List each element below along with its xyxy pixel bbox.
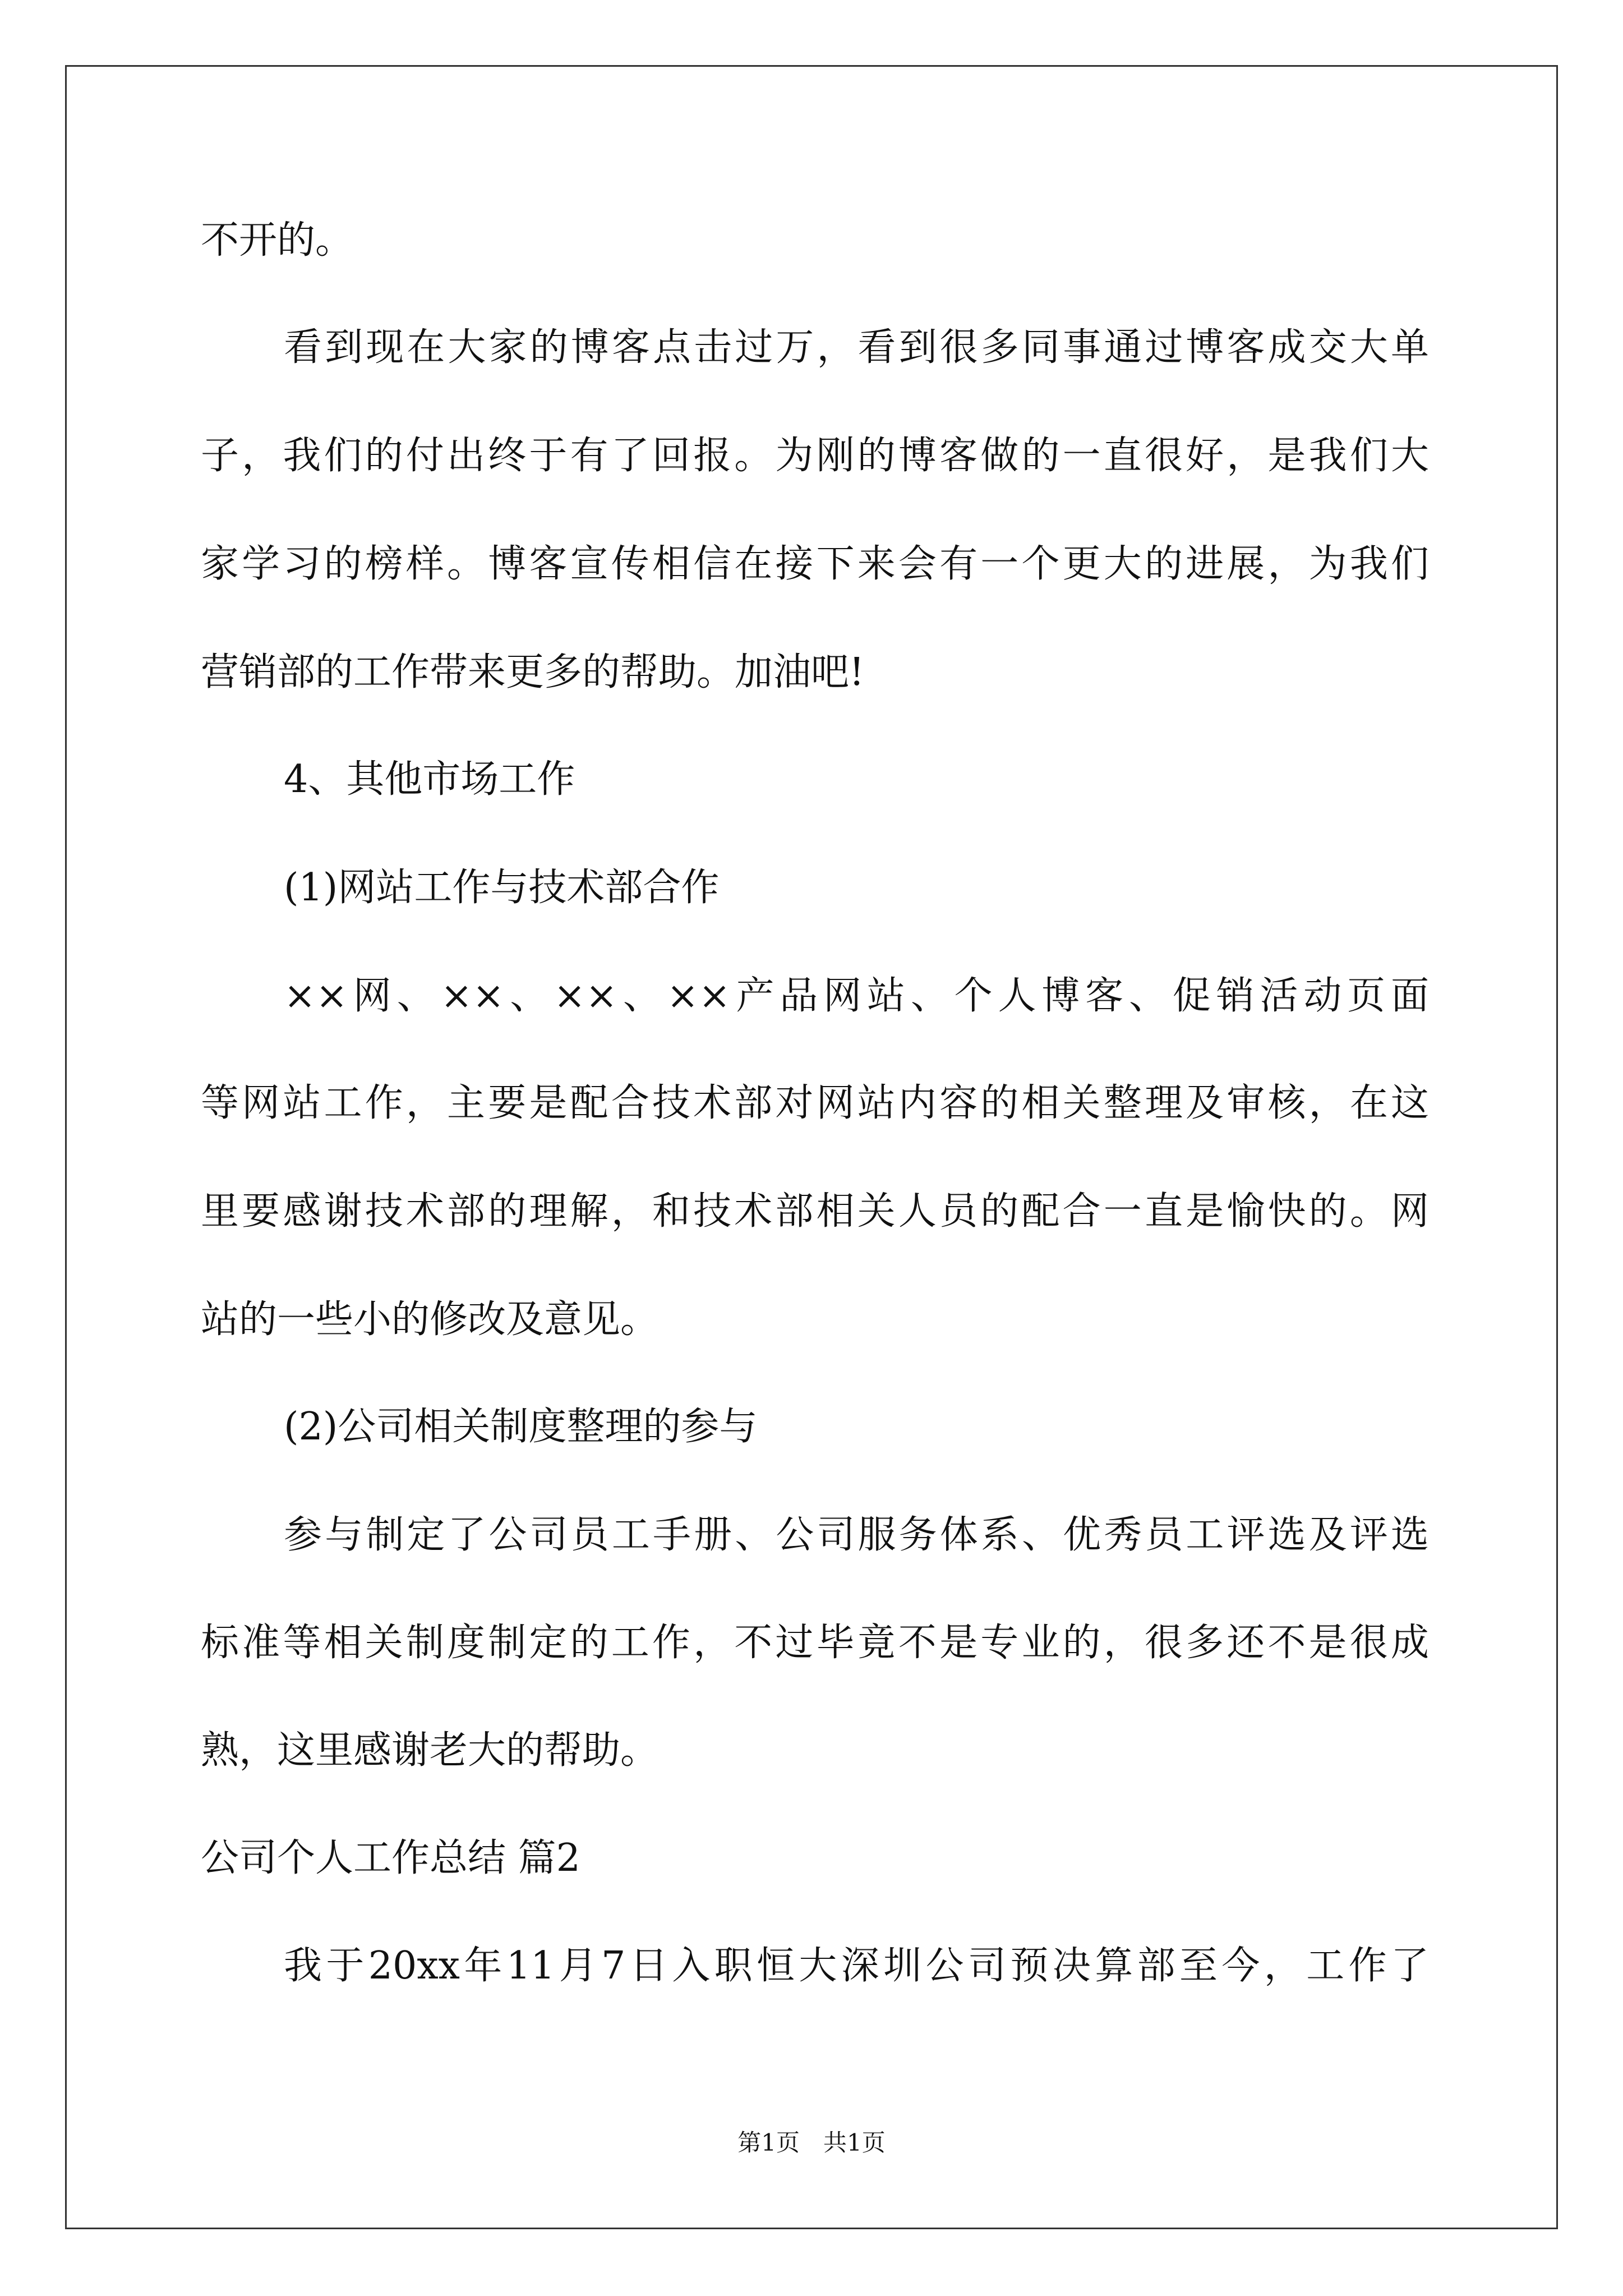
- article-title: 公司个人工作总结 篇2: [201, 1836, 580, 1880]
- paragraph-line: 营销部的工作带来更多的帮助。加油吧!: [201, 650, 865, 694]
- paragraph-line: 参与制定了公司员工手册、公司服务体系、优秀员工评选及评选: [284, 1513, 1429, 1557]
- page-border: [65, 65, 1558, 2229]
- section-heading: 4、其他市场工作: [284, 757, 575, 802]
- page-footer: 第1页 共1页: [737, 2129, 886, 2156]
- subsection-heading: (1)网站工作与技术部合作: [284, 866, 720, 910]
- paragraph-line: 不开的。: [201, 218, 354, 263]
- paragraph-line: 熟，这里感谢老大的帮助。: [201, 1728, 659, 1773]
- paragraph-line: 标准等相关制度制定的工作，不过毕竟不是专业的，很多还不是很成: [201, 1621, 1429, 1665]
- paragraph-line: 我于20xx年11月7日入职恒大深圳公司预决算部至今，工作了: [284, 1944, 1429, 1988]
- paragraph-line: 家学习的榜样。博客宣传相信在接下来会有一个更大的进展，为我们: [201, 542, 1429, 586]
- subsection-heading: (2)公司相关制度整理的参与: [284, 1405, 758, 1449]
- paragraph-line: 里要感谢技术部的理解，和技术部相关人员的配合一直是愉快的。网: [201, 1189, 1429, 1234]
- paragraph-line: 等网站工作，主要是配合技术部对网站内容的相关整理及审核，在这: [201, 1081, 1429, 1125]
- paragraph-line: 看到现在大家的博客点击过万，看到很多同事通过博客成交大单: [284, 325, 1429, 370]
- paragraph-line: ××网、××、××、××产品网站、个人博客、促销活动页面: [284, 974, 1429, 1018]
- paragraph-line: 站的一些小的修改及意见。: [201, 1297, 659, 1342]
- paragraph-line: 子，我们的付出终于有了回报。为刚的博客做的一直很好，是我们大: [201, 434, 1429, 478]
